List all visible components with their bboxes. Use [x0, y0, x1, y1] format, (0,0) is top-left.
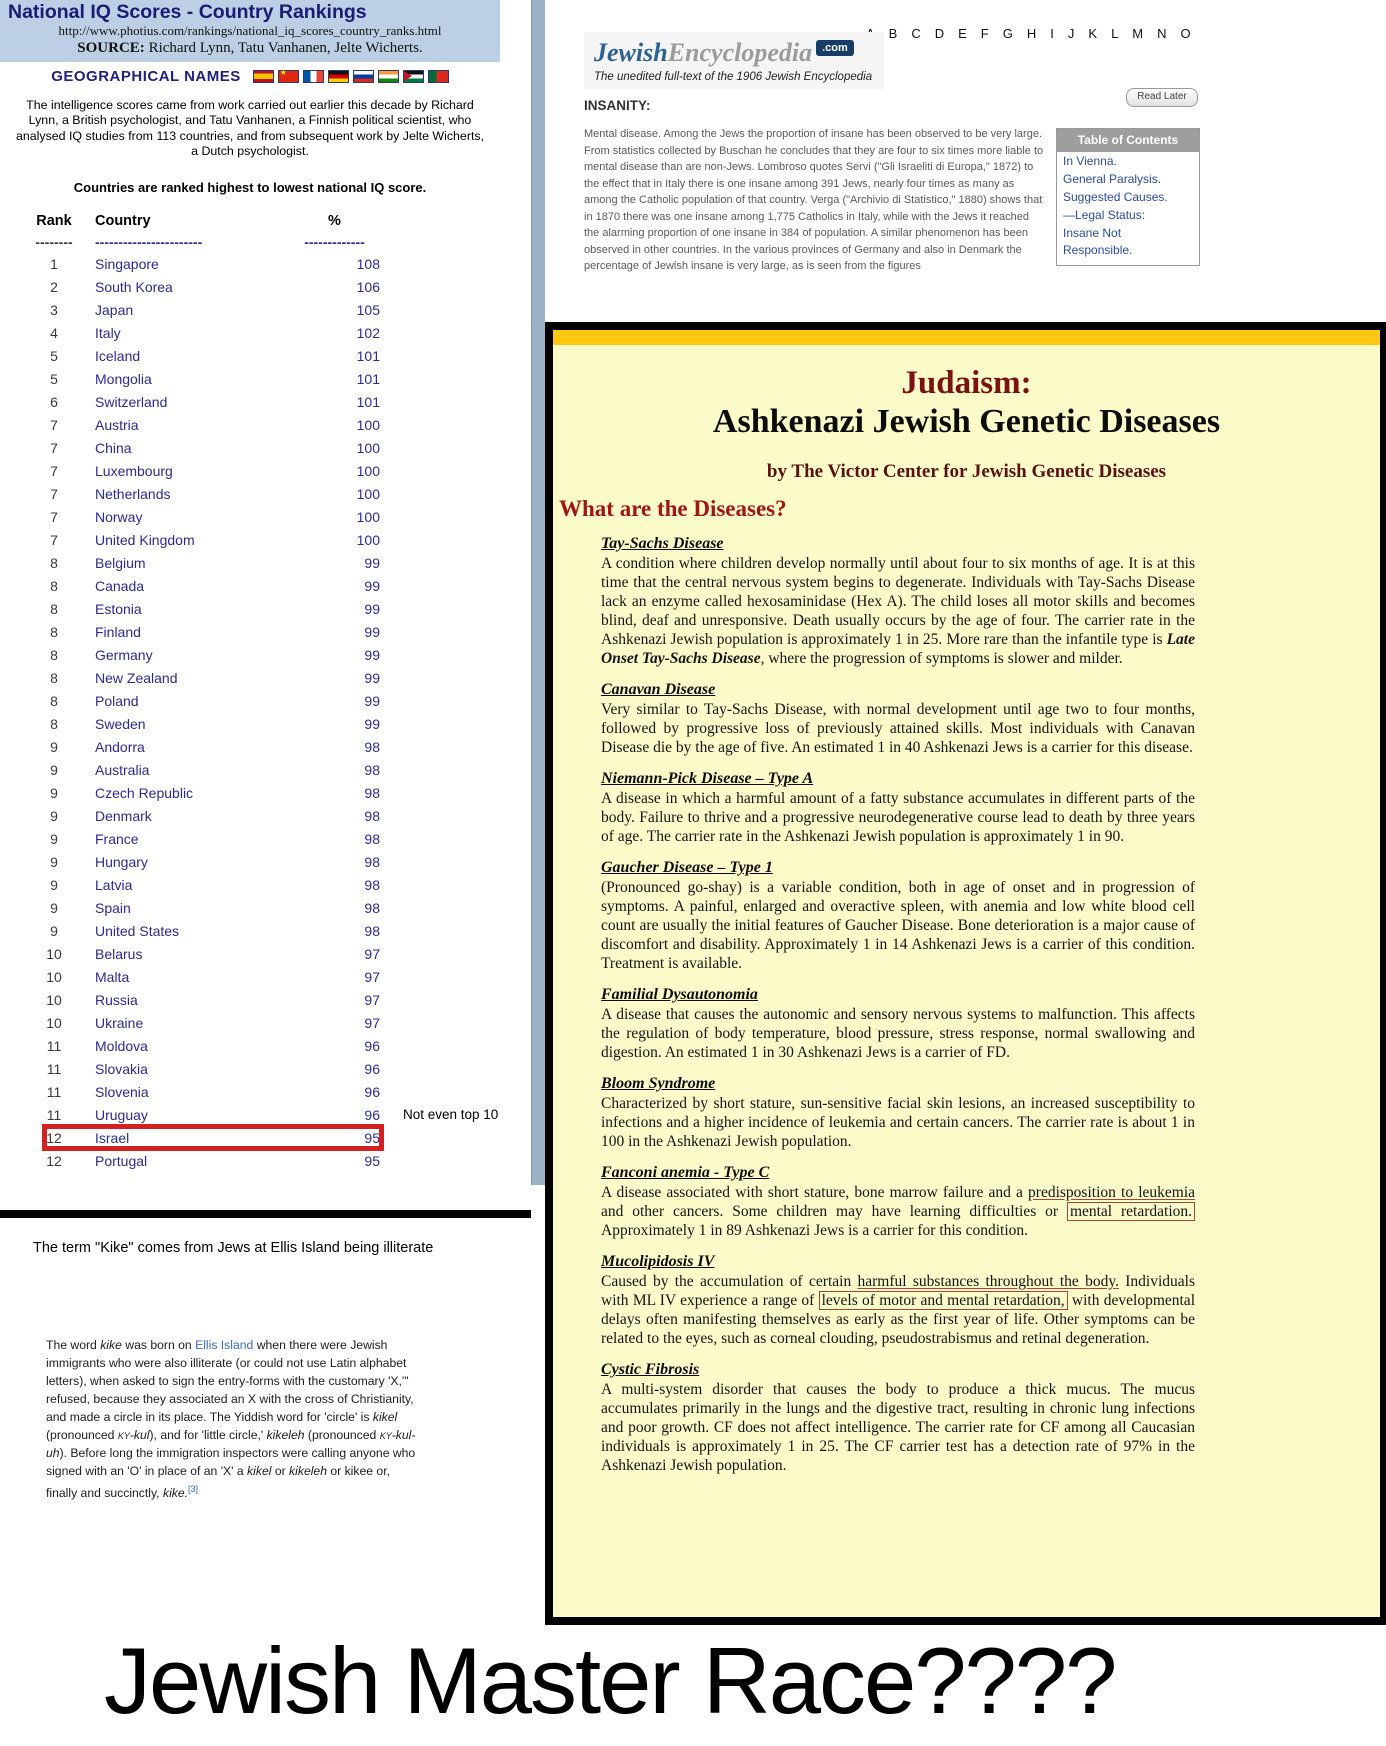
text-segment: Late Onset Tay-Sachs Disease: [601, 631, 1195, 667]
text-segment: A disease associated with short stature, bone marrow failure and a: [601, 1184, 1029, 1201]
score-cell: 95: [364, 1152, 380, 1169]
read-later-button[interactable]: Read Later: [1126, 88, 1198, 107]
text-segment: when there were Jewish immigrants who were also illiterate (or could not use Latin alphabet letters), when asked to sign the entry-forms with the customary 'X,'" refused, because they associated an X with the cross of Christianity, and made a circle in its place. The Yiddish word for 'circle' is: [46, 1338, 414, 1425]
disease-section: [601, 1253, 1195, 1348]
text-segment: Caused by the accumulation of certain: [601, 1273, 858, 1290]
text-segment: with developmental delays often manifesting themselves as early as the first year of life. Other symptoms can be related to the eyes, such as corneal clouding, pseudostrabismus and retinal degeneration.: [601, 1292, 1195, 1347]
table-row: [14, 528, 520, 551]
rank-cell: 2: [50, 278, 58, 295]
score-cell: 98: [364, 876, 380, 893]
disease-name: Tay-Sachs Disease: [601, 535, 724, 552]
score-cell: 98: [364, 922, 380, 939]
rank-cell: 9: [50, 899, 58, 916]
text-segment: ky: [117, 1428, 130, 1443]
table-row: [14, 321, 520, 344]
page-url: http://www.photius.com/rankings/national_iq_scores_country_ranks.html: [58, 23, 442, 38]
score-cell: 100: [356, 485, 380, 502]
site-logo[interactable]: [584, 32, 884, 89]
text-segment: ky: [379, 1428, 392, 1443]
table-header: [14, 210, 520, 232]
table-row: [14, 919, 520, 942]
text-segment: A multi-system disorder that causes the body to produce a thick mucus. The mucus accumulates primarily in the lungs and the digestive tract, resulting in chronic lung infections and poor growth. CF does not affect intelligence. The carrier rate for CF among all Caucasian individuals is approximately 1 in 25. The CF carrier test has a detection rate of 97% in the Ashkenazi Jewish population.: [601, 1381, 1195, 1474]
disease-section: [601, 986, 1195, 1062]
country-cell: Poland: [95, 692, 139, 709]
country-cell: Germany: [95, 646, 153, 663]
score-cell: 100: [356, 531, 380, 548]
table-row: [14, 804, 520, 827]
score-cell: 101: [356, 370, 380, 387]
text-segment: ). Before long the immigration inspectors were calling anyone who signed with an 'O' in place of an 'X' a: [46, 1446, 416, 1479]
disease-section: [601, 770, 1195, 846]
score-cell: 98: [364, 784, 380, 801]
table-row: [14, 574, 520, 597]
gold-top-bar: [553, 330, 1380, 345]
rank-cell: 9: [50, 807, 58, 824]
country-cell: Luxembourg: [95, 462, 173, 479]
country-cell: Belgium: [95, 554, 146, 571]
text-segment: Very similar to Tay-Sachs Disease, with normal development until age two to four months, followed by progressive loss of previously attained skills. Most individuals with Canavan Disease die by the age of five. An estimated 1 in 40 Ashkenazi Jews is a carrier for this disease.: [601, 701, 1195, 756]
rank-cell: 7: [50, 485, 58, 502]
disease-section: [601, 1361, 1195, 1475]
score-cell: 100: [356, 508, 380, 525]
scrollbar-strip[interactable]: [531, 0, 545, 1185]
disease-description: [601, 1094, 1195, 1151]
disease-description: [601, 1183, 1195, 1240]
country-cell: Japan: [95, 301, 134, 318]
article-heading: INSANITY:: [584, 98, 651, 113]
horizontal-divider: [0, 1210, 531, 1218]
country-cell: Estonia: [95, 600, 142, 617]
country-flag-icon[interactable]: [378, 70, 399, 83]
iq-rankings-panel: [0, 0, 500, 195]
rank-cell: 7: [50, 462, 58, 479]
alphabet-nav: [866, 26, 1191, 41]
table-row: [14, 1034, 520, 1057]
table-row: [14, 1149, 520, 1172]
text-segment: (Pronounced go-shay) is a variable condition, both in age of onset and in progression of symptoms. A painful, enlarged and overactive spleen, with anemia and low white blood cell count are usually the initial features of Gaucher Disease. Bone deterioration is a major cause of discomfort and disability. Approximately 1 in 14 Ashkenazi Jews is a carrier of this condition. Treatment is available.: [601, 879, 1195, 972]
col-rank: Rank: [36, 213, 72, 229]
disease-description: [601, 700, 1195, 757]
iq-header: [0, 0, 500, 62]
col-country: Country: [95, 213, 151, 229]
table-row: [14, 712, 520, 735]
country-flag-icon[interactable]: [403, 70, 424, 83]
score-cell: 98: [364, 807, 380, 824]
flag-row: [253, 70, 449, 83]
score-cell: 102: [356, 324, 380, 341]
article-body: [584, 126, 1244, 278]
country-cell: Italy: [95, 324, 121, 341]
toc-title: Table of Contents: [1057, 129, 1199, 152]
disease-description: [601, 1272, 1195, 1348]
rank-cell: 3: [50, 301, 58, 318]
geographical-names-row: [0, 68, 500, 85]
text-segment: [3]: [188, 1484, 199, 1495]
article-text: Mental disease. Among the Jews the proportion of insane has been observed to be very large. From statistics collected by Buschan he concludes that they are four to six times more liable to mental disease than are non-Jews. Lombroso quotes Servi ("Gli Israeliti di Europa," 1872) to the effect that in Italy there is one insane among 391 Jews, nearly four times as many as among the Catholic population of that country. Verga ("Archivio di Statistico," 1880) shows that in 1870 there was one insane among 1,775 Catholics in Italy, while with the Jews it reached the alarming proportion of one insane in 384 of population. A similar phenomenon has been observed in other countries. In the various provinces of Germany and also in Denmark the percentage of Jewish insane is very large, as is seen from the figures: [584, 128, 1044, 272]
jewish-encyclopedia-panel: [560, 18, 1386, 308]
rank-cell: 10: [46, 1014, 62, 1031]
score-cell: 98: [364, 761, 380, 778]
table-row: [14, 482, 520, 505]
alphabet-letter[interactable]: G: [1002, 26, 1013, 41]
text-segment: -kul-uh: [46, 1428, 416, 1461]
country-cell: Slovakia: [95, 1060, 148, 1077]
genetic-diseases-panel: [545, 322, 1386, 1625]
text-segment: or: [271, 1464, 290, 1479]
disease-name: Bloom Syndrome: [601, 1075, 716, 1092]
country-cell: Iceland: [95, 347, 141, 364]
panel-title: Ashkenazi Jewish Genetic Diseases: [712, 403, 1221, 440]
score-cell: 100: [356, 462, 380, 479]
table-row: [14, 896, 520, 919]
table-row: [14, 252, 520, 275]
table-row: [14, 620, 520, 643]
toc-item[interactable]: Insane Not Responsible.: [1063, 225, 1133, 257]
panel-subhead: What are the Diseases?: [559, 496, 787, 521]
score-cell: 101: [356, 347, 380, 364]
logo-jewish: Jewish: [594, 38, 668, 67]
disease-name: Canavan Disease: [601, 681, 716, 698]
rank-cell: 10: [46, 968, 62, 985]
text-segment: kike: [100, 1338, 122, 1353]
rank-cell: 8: [50, 554, 58, 571]
disease-description: [601, 554, 1195, 668]
score-cell: 96: [364, 1060, 380, 1077]
score-cell: 99: [364, 669, 380, 686]
country-cell: Singapore: [95, 255, 159, 272]
country-cell: Denmark: [95, 807, 152, 824]
toc-item[interactable]: —Legal Status:: [1063, 207, 1146, 222]
text-segment: kikel: [247, 1464, 272, 1479]
score-cell: 95: [364, 1129, 380, 1146]
rank-cell: 9: [50, 761, 58, 778]
table-row: [14, 643, 520, 666]
country-cell: Switzerland: [95, 393, 168, 410]
table-of-contents: [1056, 128, 1200, 266]
country-cell: New Zealand: [95, 669, 178, 686]
table-row: [14, 390, 520, 413]
table-row: [14, 1057, 520, 1080]
disease-name: Niemann-Pick Disease – Type A: [601, 770, 814, 787]
toc-item[interactable]: General Paralysis.: [1063, 171, 1162, 186]
text-segment: Ellis Island: [195, 1338, 254, 1353]
table-row: [14, 988, 520, 1011]
country-cell: Netherlands: [95, 485, 171, 502]
alphabet-letter[interactable]: M: [1132, 26, 1144, 41]
rank-cell: 11: [46, 1037, 62, 1054]
score-cell: 99: [364, 715, 380, 732]
country-cell: Sweden: [95, 715, 146, 732]
table-row: [14, 942, 520, 965]
country-cell: Canada: [95, 577, 145, 594]
rank-cell: 8: [50, 715, 58, 732]
rank-cell: 7: [50, 508, 58, 525]
score-cell: 96: [364, 1037, 380, 1054]
score-cell: 99: [364, 577, 380, 594]
country-cell: Belarus: [95, 945, 143, 962]
score-cell: 100: [356, 439, 380, 456]
table-row: [14, 597, 520, 620]
score-cell: 99: [364, 600, 380, 617]
source-names: Richard Lynn, Tatu Vanhanen, Jelte Wicherts.: [144, 40, 423, 56]
alphabet-letter[interactable]: K: [1088, 26, 1098, 41]
country-cell: Israel: [95, 1129, 130, 1146]
ranking-note: Countries are ranked highest to lowest national IQ score.: [73, 180, 427, 195]
table-row: [14, 367, 520, 390]
rank-cell: 5: [50, 347, 58, 364]
site-tagline: The unedited full-text of the 1906 Jewish Encyclopedia: [594, 71, 873, 83]
score-cell: 99: [364, 646, 380, 663]
country-cell: Australia: [95, 761, 150, 778]
country-cell: Norway: [95, 508, 143, 525]
rank-cell: 9: [50, 830, 58, 847]
rank-cell: 8: [50, 623, 58, 640]
text-segment: A disease that causes the autonomic and sensory nervous systems to malfunction. This affects the regulation of body temperature, blood pressure, stress response, normal swallowing and digestion. An estimated 1 in 30 Ashkenazi Jews is a carrier of FD.: [601, 1006, 1195, 1061]
text-segment: kikeleh: [289, 1464, 327, 1479]
table-row: [14, 758, 520, 781]
kike-headline: The term "Kike" comes from Jews at Ellis Island being illiterate: [33, 1240, 434, 1256]
rank-cell: 9: [50, 738, 58, 755]
country-cell: Mongolia: [95, 370, 152, 387]
table-row: [14, 275, 520, 298]
rank-cell: 9: [50, 876, 58, 893]
table-row: [14, 505, 520, 528]
country-cell: Russia: [95, 991, 138, 1008]
score-cell: 98: [364, 899, 380, 916]
disease-name: Familial Dysautonomia: [601, 986, 758, 1003]
score-cell: 97: [364, 1014, 380, 1031]
country-cell: United Kingdom: [95, 531, 195, 548]
country-cell: Malta: [95, 968, 130, 985]
text-segment: Individuals with ML IV experience a range of: [601, 1273, 1196, 1309]
table-row: [14, 1126, 520, 1149]
rank-cell: 8: [50, 600, 58, 617]
rank-cell: 7: [50, 439, 58, 456]
country-cell: Moldova: [95, 1037, 148, 1054]
caption-text: Jewish Master Race????: [104, 1628, 1116, 1733]
text-segment: Characterized by short stature, sun-sensitive facial skin lesions, an increased susceptibility to infections and a higher incidence of leukemia and certain cancers. The carrier rate is about 1 in 100 in the Ashkenazi Jewish population.: [601, 1095, 1195, 1150]
text-segment: , where the progression of symptoms is slower and milder.: [760, 650, 1123, 667]
table-dash-row: -------- ----------------------- -------------: [35, 234, 365, 250]
table-row: [14, 298, 520, 321]
score-cell: 97: [364, 945, 380, 962]
text-segment: levels of motor and mental retardation,: [819, 1291, 1068, 1310]
table-row: [14, 735, 520, 758]
country-cell: Ukraine: [95, 1014, 144, 1031]
alphabet-letter[interactable]: I: [1050, 26, 1054, 41]
disease-name: Mucolipidosis IV: [601, 1253, 715, 1270]
country-flag-icon[interactable]: [303, 70, 324, 83]
country-cell: Uruguay: [95, 1106, 148, 1123]
disease-section: [601, 535, 1195, 668]
country-cell: France: [95, 830, 139, 847]
country-cell: Czech Republic: [95, 784, 194, 801]
text-segment: Approximately 1 in 89 Ashkenazi Jews is a carrier for this condition.: [601, 1222, 1029, 1239]
rank-cell: 9: [50, 853, 58, 870]
table-row: [14, 1080, 520, 1103]
table-row: [14, 436, 520, 459]
score-cell: 98: [364, 738, 380, 755]
rank-cell: 12: [46, 1129, 62, 1146]
table-row: [14, 1011, 520, 1034]
alphabet-letter[interactable]: C: [911, 26, 921, 41]
country-cell: Finland: [95, 623, 141, 640]
text-segment: or kikee or, finally and succinctly,: [46, 1464, 390, 1501]
source-line: [0, 39, 500, 58]
text-segment: The word: [46, 1338, 101, 1353]
text-segment: (pronounced: [46, 1428, 118, 1443]
row-annotation: Not even top 10: [403, 1107, 499, 1122]
table-row: [14, 551, 520, 574]
country-flag-icon[interactable]: [428, 70, 449, 83]
country-cell: Portugal: [95, 1152, 148, 1169]
rank-cell: 7: [50, 531, 58, 548]
rank-cell: 11: [46, 1083, 62, 1100]
score-cell: 96: [364, 1106, 380, 1123]
country-cell: China: [95, 439, 132, 456]
toc-item[interactable]: Suggested Causes.: [1063, 189, 1168, 204]
rank-cell: 8: [50, 669, 58, 686]
rank-cell: 9: [50, 922, 58, 939]
table-row: [14, 689, 520, 712]
alphabet-letter[interactable]: J: [1067, 26, 1075, 41]
country-cell: Spain: [95, 899, 131, 916]
country-cell: Latvia: [95, 876, 133, 893]
text-segment: kikel: [372, 1410, 398, 1425]
text-segment: mental retardation.: [1067, 1202, 1195, 1221]
country-flag-icon[interactable]: [353, 70, 374, 83]
table-row: [14, 1103, 520, 1126]
score-cell: 99: [364, 692, 380, 709]
source-label: SOURCE:: [77, 40, 145, 56]
rank-cell: 10: [46, 991, 62, 1008]
disease-name: Gaucher Disease – Type 1: [601, 859, 773, 876]
rank-cell: 9: [50, 784, 58, 801]
score-cell: 100: [356, 416, 380, 433]
rank-cell: 10: [46, 945, 62, 962]
disease-name: Fanconi anemia - Type C: [601, 1164, 770, 1181]
disease-description: [601, 1005, 1195, 1062]
text-segment: kike.: [162, 1486, 189, 1501]
disease-description: [601, 789, 1195, 846]
text-segment: harmful substances throughout the body.: [857, 1273, 1119, 1290]
score-cell: 98: [364, 853, 380, 870]
country-flag-icon[interactable]: [328, 70, 349, 83]
rank-cell: 8: [50, 646, 58, 663]
text-segment: (pronounced: [304, 1428, 380, 1443]
country-cell: Austria: [95, 416, 139, 433]
alphabet-letter[interactable]: H: [1026, 26, 1037, 41]
score-cell: 97: [364, 991, 380, 1008]
table-row: [14, 344, 520, 367]
text-segment: predisposition to leukemia: [1028, 1184, 1196, 1201]
page-title: National IQ Scores - Country Rankings: [8, 1, 367, 23]
table-row: [14, 459, 520, 482]
intro-paragraph: The intelligence scores came from work carried out earlier this decade by Richard Lynn, a British psychologist, and Tatu Vanhanen, a Finnish political scientist, who analysed IQ studies from 113 countries, and from subsequent work by Jelte Wicherts, a Dutch psychologist.: [15, 98, 485, 159]
country-flag-icon[interactable]: [253, 70, 274, 83]
toc-item[interactable]: In Vienna.: [1063, 153, 1117, 168]
score-cell: 106: [356, 278, 380, 295]
rank-cell: 4: [50, 324, 58, 341]
text-segment: ), and for 'little circle,': [149, 1428, 267, 1443]
rank-cell: 12: [46, 1152, 62, 1169]
country-cell: South Korea: [95, 278, 173, 295]
col-percent: %: [328, 213, 341, 229]
score-cell: 101: [356, 393, 380, 410]
score-cell: 108: [356, 255, 380, 272]
disease-section: [601, 681, 1195, 757]
alphabet-letter[interactable]: N: [1157, 26, 1167, 41]
rank-cell: 11: [46, 1106, 62, 1123]
text-segment: and other cancers. Some children may have learning difficulties or: [601, 1203, 1067, 1220]
alphabet-letter[interactable]: O: [1180, 26, 1191, 41]
country-cell: Slovenia: [95, 1083, 149, 1100]
kike-paragraph: [46, 1336, 418, 1502]
table-row: [14, 781, 520, 804]
score-cell: 99: [364, 554, 380, 571]
disease-name: Cystic Fibrosis: [601, 1361, 700, 1378]
table-row: [14, 827, 520, 850]
rank-cell: 6: [50, 393, 58, 410]
score-cell: 96: [364, 1083, 380, 1100]
rank-cell: 8: [50, 577, 58, 594]
panel-kicker: Judaism:: [901, 365, 1032, 401]
geographical-names-label: GEOGRAPHICAL NAMES: [51, 68, 241, 85]
alphabet-letter[interactable]: F: [980, 26, 989, 41]
table-row: [14, 850, 520, 873]
text-segment: was born on: [121, 1338, 196, 1353]
panel-byline: by The Victor Center for Jewish Genetic Diseases: [766, 461, 1167, 482]
country-cell: United States: [95, 922, 180, 939]
country-flag-icon[interactable]: [278, 70, 299, 83]
disease-section: [601, 1075, 1195, 1151]
alphabet-letter[interactable]: E: [958, 26, 967, 41]
country-cell: Andorra: [95, 738, 145, 755]
score-cell: 105: [356, 301, 380, 318]
score-cell: 99: [364, 623, 380, 640]
text-segment: A disease in which a harmful amount of a fatty substance accumulates in different parts of the body. Failure to thrive and a progressive neurodegenerative course lead to death by three years of age. The carrier rate in the Ashkenazi Jewish population is approximately 1 in 90.: [601, 790, 1195, 845]
rank-cell: 11: [46, 1060, 62, 1077]
country-cell: Hungary: [95, 853, 148, 870]
alphabet-letter[interactable]: L: [1111, 26, 1119, 41]
iq-table: [14, 210, 520, 1172]
score-cell: 98: [364, 830, 380, 847]
table-row: [14, 873, 520, 896]
text-segment: -kul: [129, 1428, 150, 1443]
rank-cell: 8: [50, 692, 58, 709]
alphabet-letter[interactable]: D: [934, 26, 945, 41]
alphabet-letter[interactable]: B: [888, 26, 898, 41]
disease-section: [601, 1164, 1195, 1240]
text-segment: A condition where children develop normally until about four to six months of age. It is at this time that the central nervous system begins to degenerate. Individuals with Tay-Sachs Disease lack an enzyme called hexosaminidase (Hex A). The child loses all motor skills and becomes blind, deaf and unresponsive. Death usually occurs by the age of four. The carrier rate in the Ashkenazi Jewish population is approximately 1 in 25. More rare than the infantile type is: [601, 555, 1195, 648]
table-row: [14, 965, 520, 988]
table-row: [14, 413, 520, 436]
score-cell: 97: [364, 968, 380, 985]
rank-cell: 7: [50, 416, 58, 433]
logo-com-badge: .com: [816, 40, 854, 56]
text-segment: kikeleh: [266, 1428, 305, 1443]
table-row: [14, 666, 520, 689]
disease-description: [601, 878, 1195, 973]
logo-encyclopedia: Encyclopedia: [667, 38, 813, 67]
rank-cell: 1: [50, 255, 58, 272]
disease-section: [601, 859, 1195, 973]
disease-description: [601, 1380, 1195, 1475]
rank-cell: 5: [50, 370, 58, 387]
